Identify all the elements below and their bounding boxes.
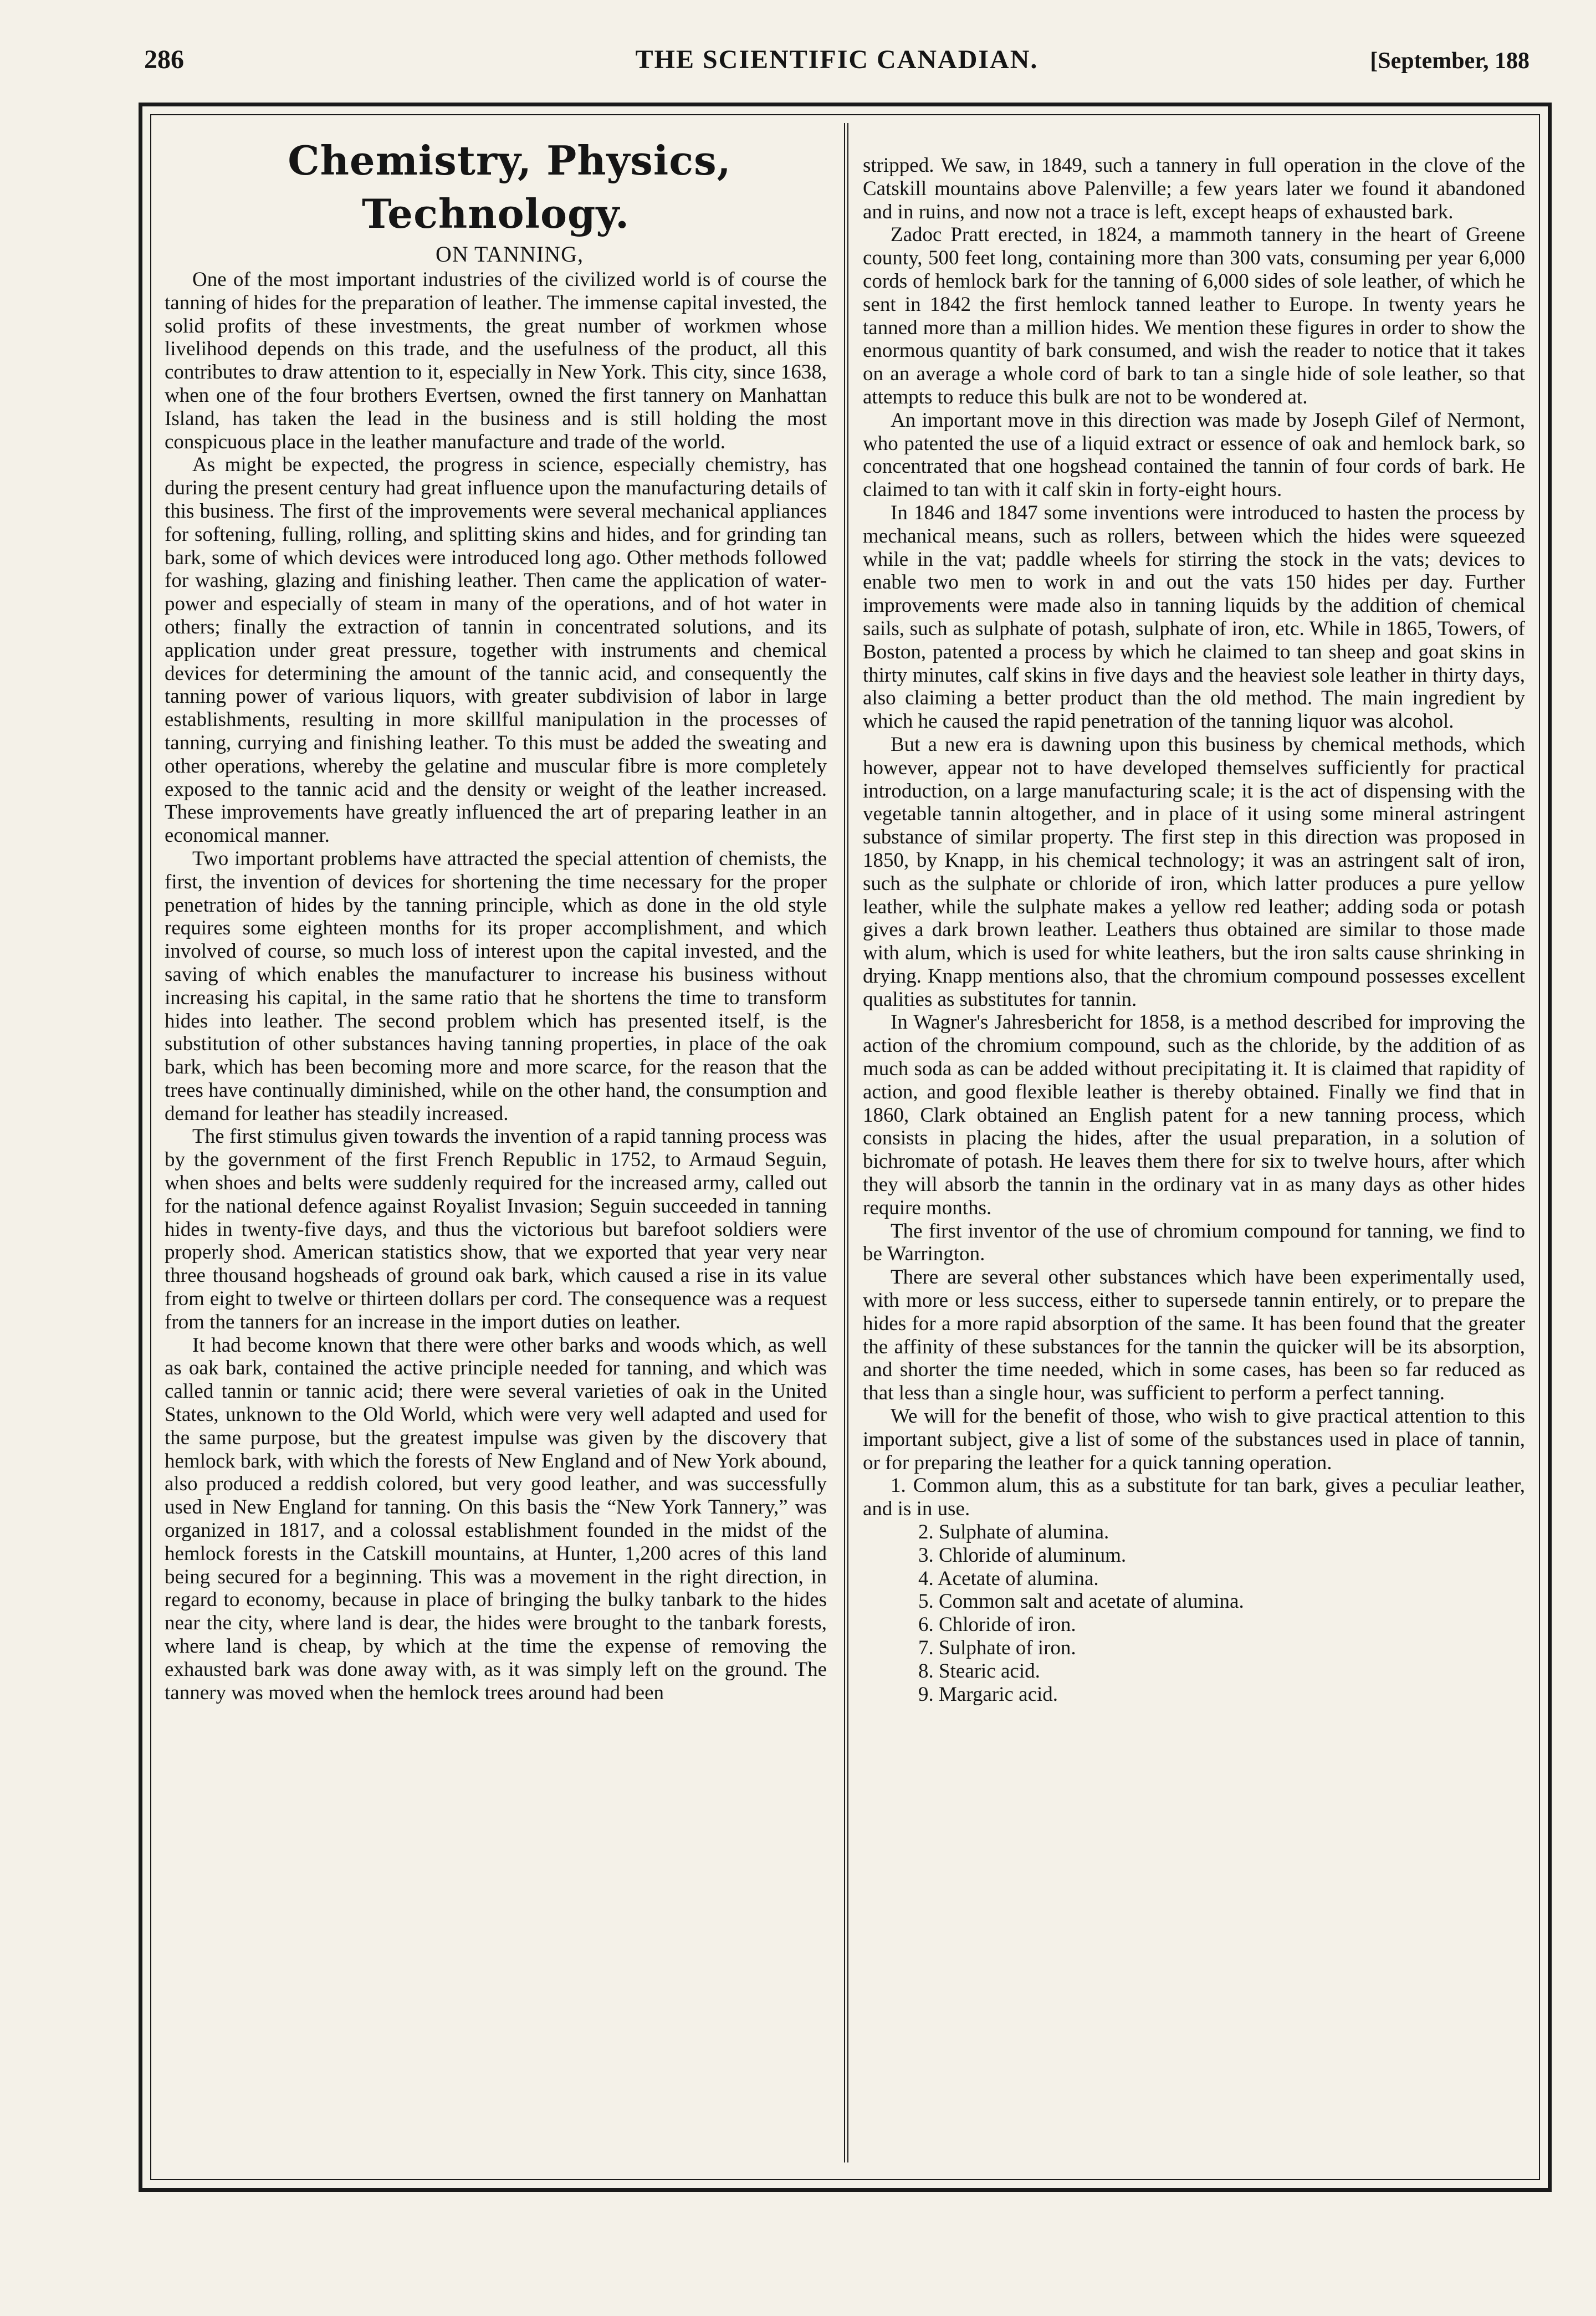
paragraph: As might be expected, the progress in science, especially chemistry, has during the present century had great influence upon the manufacturing details of this business. The first of the improvements were several mechanical appliances for softening, fulling, rolling, and splitting skins and hides, and for grinding tan bark, some of which devices were introduced long ago. Other methods followed for washing, glazing and finishing leather. Then came the application of water-power and especially of steam in many of the operations, and of hot water in others; finally the extraction of tannin in concentrated solutions, and its application under great pressure, together with instruments and chemical devices for determining the amount of the tannic acid, and consequently the tanning power of various liquors, with greater subdivision of labor in large establishments, resulting in more skillful manipulation in the processes of tanning, currying and finishing leather. To this must be added the sweating and other operations, whereby the gelatine and muscular fibre is more completely exposed to the tannic acid and the density or weight of the leather increased. These improvements have greatly influenced the art of preparing leather in an economical manner.	[165, 453, 827, 847]
right-column	[863, 154, 1525, 1706]
list-item: 7. Sulphate of iron.	[918, 1637, 1076, 1659]
paragraph: One of the most important industries of the civilized world is of course the tanning of hides for the preparation of leather. The immense capital invested, the solid profits of these investments, the great number of workmen whose livelihood depends on this trade, and the usefulness of the product, all this contributes to draw attention to it, especially in New York. This city, since 1638, when one of the four brothers Evertsen, owned the first tannery on Manhattan Island, has taken the lead in the business and is still holding the most conspicuous place in the leather manufacture and trade of the world.	[165, 268, 827, 453]
paragraph: Two important problems have attracted the special attention of chemists, the first, the invention of devices for shortening the time necessary for the proper penetration of hides by the tanning principle, which as done in the old style requires some eighteen months for its proper accomplishment, and which involved of course, so much loss of interest upon the capital invested, and the saving of which enables the manufacturer to increase his business without increasing his capital, in the same ratio that he shortens the time to transform hides into leather. The second problem which has presented itself, is the substitution of other substances having tanning properties, in place of the oak bark, which has been becoming more and more scarce, for the reason that the trees have continually diminished, while on the other hand, the consumption and demand for leather has steadily increased.	[165, 847, 827, 1125]
running-head	[144, 44, 1530, 83]
list-item: 6. Chloride of iron.	[918, 1613, 1076, 1637]
paragraph: In 1846 and 1847 some inventions were introduced to hasten the process by mechanical means, such as rollers, between which the hides were squeezed while in the vat; paddle wheels for stirring the stock in the vats; devices to enable two men to work in and out the vats 150 hides per day. Further improvements were made also in tanning liquids by the addition of chemical sails, such as sulphate of potash, sulphate of iron, etc. While in 1865, Towers, of Boston, patented a process by which he claimed to tan sheep and goat skins in thirty minutes, calf skins in five days and the heaviest sole leather in thirty days, also claiming a better product than the old method. The main ingredient by which he caused the rapid penetration of the tanning liquor was alcohol.	[863, 501, 1525, 733]
list-item: 3. Chloride of aluminum.	[918, 1543, 1127, 1567]
left-column	[165, 134, 827, 1704]
list-item: 9. Margaric acid.	[918, 1683, 1058, 1706]
list-item: 8. Stearic acid.	[918, 1659, 1040, 1683]
paragraph: It had become known that there were other barks and woods which, as well as oak bark, contained the active principle needed for tanning, and which was called tannin or tannic acid; there were several varieties of oak in the United States, unknown to the Old World, which were very well adapted and used for the same purpose, but the greatest impulse was given by the discovery that hemlock bark, with which the forests of New England and of New York abound, also produced a reddish colored, but very good leather, and was successfully used in New England for tanning. On this basis the “New York Tannery,” was organized in 1817, and a colossal establishment founded in the midst of the hemlock forests in the Catskill mountains, at Hunter, 1,200 acres of this land being secured for a beginning. This was a movement in the right direction, in regard to economy, because in place of bringing the bulky tanbark to the hides near the city, where land is dear, the hides were brought to the tanbark forests, where land is cheap, by which at the time the expense of removing the exhausted bark was done away with, as it was simply left on the ground. The tannery was moved when the hemlock trees around had been	[165, 1333, 827, 1704]
issue-date: [September, 188	[1370, 48, 1530, 74]
article-title: ON TANNING,	[435, 242, 584, 267]
paragraph: There are several other substances which have been experimentally used, with more or less success, either to supersede tannin entirely, or to prepare the hides for a more rapid absorption of the same. It has been found that the greater the affinity of these substances for the tannin the quicker will be its absorption, and shorter the time needed, which in some cases, has been so far reduced as that less than a single hour, was sufficient to perform a perfect tanning.	[863, 1266, 1525, 1405]
paragraph: But a new era is dawning upon this business by chemical methods, which however, appear not to have developed themselves sufficiently for practical introduction, on a large manufacturing scale; it is the act of dispensing with the vegetable tannin altogether, and in place of it using some mineral astringent substance of similar property. The first step in this direction was proposed in 1850, by Knapp, in his chemical technology; it was an astringent salt of iron, such as the sulphate or chloride of iron, which latter produces a pure yellow leather, while the sulphate makes a yellow red leather; adding soda or potash gives a dark brown leather. Leathers thus obtained are similar to those made with alum, which is used for white leathers, but the iron salts cause shrinking in drying. Knapp mentions also, that the chromium compound possesses excellent qualities as substitutes for tannin.	[863, 733, 1525, 1011]
list-item: 4. Acetate of alumina.	[918, 1567, 1099, 1590]
paragraph-continued: stripped. We saw, in 1849, such a tannery in full operation in the clove of the Catskill mountains above Palenville; a few years later we found it abandoned and in ruins, and now not a trace is left, except heaps of exhausted bark.	[863, 154, 1525, 223]
list-item: 5. Common salt and acetate of alumina.	[918, 1590, 1244, 1613]
page-frame	[139, 103, 1552, 2192]
column-divider	[844, 123, 848, 2162]
paragraph: An important move in this direction was made by Joseph Gilef of Nermont, who patented the use of a liquid extract or essence of oak and hemlock bark, so concentrated that one hogshead contained the tannin of four cords of bark. He claimed to tan with it calf skin in forty-eight hours.	[863, 408, 1525, 502]
paragraph: In Wagner's Jahresbericht for 1858, is a method described for improving the action of the chromium compound, such as the chloride, by the addition of as much soda as can be added without precipitating it. It is claimed that rapidity of action, and good flexible leather is thereby obtained. Finally we find that in 1860, Clark obtained an English patent for a new tanning process, which consists in placing the hides, after the usual preparation, in a solution of bichromate of potash. He leaves them there for six to twelve hours, after which they will absorb the tannin in the ordinary vat in as many days as other hides require months.	[863, 1011, 1525, 1219]
list-item: 2. Sulphate of alumina.	[918, 1521, 1109, 1544]
page-number: 286	[144, 45, 184, 74]
journal-title: THE SCIENTIFIC CANADIAN.	[635, 45, 1039, 74]
list-item: 1. Common alum, this as a substitute for tan bark, gives a peculiar leather, and is in use.	[863, 1474, 1525, 1521]
paragraph: The first stimulus given towards the invention of a rapid tanning process was by the government of the first French Republic in 1752, to Armaud Seguin, when shoes and belts were suddenly required for the increased army, called out for the national defence against Royalist Invasion; Seguin succeeded in tanning hides in twenty-five days, and thus the victorious but barefoot soldiers were properly shod. American statistics show, that we exported that year very near three thousand hogsheads of ground oak bark, which caused a rise in its value from eight to twelve or thirteen dollars per cord. The consequence was a request from the tanners for an increase in the import duties on leather.	[165, 1125, 827, 1333]
section-banner: Chemistry, Physics, Technology.	[288, 137, 732, 237]
paragraph: The first inventor of the use of chromium compound for tanning, we find to be Warrington.	[863, 1219, 1525, 1266]
paragraph: Zadoc Pratt erected, in 1824, a mammoth tannery in the heart of Greene county, 500 feet long, containing more than 300 vats, consuming per year 6,000 cords of hemlock bark for the tanning of 6,000 sides of sole leather, of which he sent in 1842 the first hemlock tanned leather to Europe. In twenty years he tanned more than a million hides. We mention these figures in order to show the enormous quantity of bark consumed, and wish the reader to notice that it takes on an average a whole cord of bark to tan a single hide of sole leather, so that attempts to reduce this bulk are not to be wondered at.	[863, 223, 1525, 408]
paragraph: We will for the benefit of those, who wish to give practical attention to this important subject, give a list of some of the substances used in place of tannin, or for preparing the leather for a quick tanning operation.	[863, 1405, 1525, 1474]
